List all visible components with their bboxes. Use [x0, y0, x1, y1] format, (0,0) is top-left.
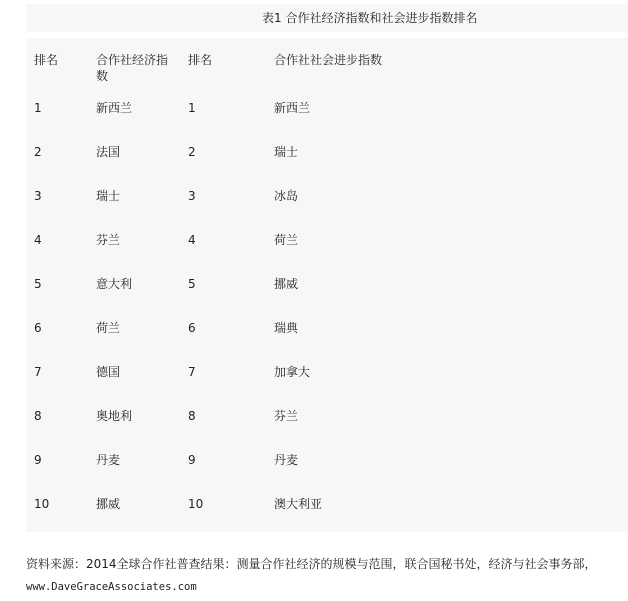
rank-social-cell: 4	[188, 233, 196, 247]
caption-bar	[26, 4, 628, 32]
source-note	[26, 554, 628, 574]
rank-social-cell: 5	[188, 277, 196, 291]
social-country-cell: 荷兰	[274, 233, 299, 247]
economic-country-cell: 丹麦	[96, 453, 121, 467]
social-country-cell: 瑞典	[274, 321, 299, 335]
table-row	[26, 180, 628, 224]
rank-social-cell: 2	[188, 145, 196, 159]
source-text: 资料来源：2014全球合作社普查结果：测量合作社经济的规模与范围，联合国秘书处，经济与社会事务部，	[26, 557, 597, 571]
rank-social-cell: 10	[188, 497, 204, 511]
header-rank-social: 排名	[188, 53, 213, 67]
rank-economic-cell: 4	[34, 233, 42, 247]
rank-social-cell: 7	[188, 365, 196, 379]
header-social-index: 合作社社会进步指数	[274, 53, 383, 67]
table-row	[26, 268, 628, 312]
rank-economic-cell: 7	[34, 365, 42, 379]
rank-social-cell: 1	[188, 101, 196, 115]
table-row	[26, 136, 628, 180]
economic-country-cell: 挪威	[96, 497, 121, 511]
economic-country-cell: 新西兰	[96, 101, 133, 115]
social-country-cell: 丹麦	[274, 453, 299, 467]
table-row	[26, 400, 628, 444]
rank-economic-cell: 1	[34, 101, 42, 115]
rank-economic-cell: 3	[34, 189, 42, 203]
watermark-text: www.DaveGraceAssociates.com	[26, 581, 197, 593]
social-country-cell: 挪威	[274, 277, 299, 291]
rank-economic-cell: 8	[34, 409, 42, 423]
table-caption: 表1 合作社经济指数和社会进步指数排名	[262, 11, 478, 25]
table-header-row	[26, 38, 628, 92]
header-economic-index: 合作社经济指数	[96, 53, 169, 83]
table-row	[26, 92, 628, 136]
rank-social-cell: 6	[188, 321, 196, 335]
rank-economic-cell: 5	[34, 277, 42, 291]
economic-country-cell: 奥地利	[96, 409, 133, 423]
economic-country-cell: 瑞士	[96, 189, 121, 203]
social-country-cell: 澳大利亚	[274, 497, 323, 511]
table-row	[26, 444, 628, 488]
social-country-cell: 新西兰	[274, 101, 311, 115]
rank-economic-cell: 9	[34, 453, 42, 467]
economic-country-cell: 德国	[96, 365, 121, 379]
table-row	[26, 224, 628, 268]
social-country-cell: 加拿大	[274, 365, 311, 379]
social-country-cell: 瑞士	[274, 145, 299, 159]
rank-economic-cell: 10	[34, 497, 50, 511]
economic-country-cell: 芬兰	[96, 233, 121, 247]
rank-social-cell: 3	[188, 189, 196, 203]
rank-economic-cell: 2	[34, 145, 42, 159]
table-row	[26, 312, 628, 356]
table-row	[26, 356, 628, 400]
economic-country-cell: 法国	[96, 145, 121, 159]
header-rank-economic: 排名	[34, 53, 59, 67]
rank-social-cell: 9	[188, 453, 196, 467]
social-country-cell: 冰岛	[274, 189, 299, 203]
table-row	[26, 488, 628, 532]
social-country-cell: 芬兰	[274, 409, 299, 423]
rank-social-cell: 8	[188, 409, 196, 423]
economic-country-cell: 荷兰	[96, 321, 121, 335]
economic-country-cell: 意大利	[96, 277, 133, 291]
rank-economic-cell: 6	[34, 321, 42, 335]
ranking-table	[26, 38, 628, 532]
